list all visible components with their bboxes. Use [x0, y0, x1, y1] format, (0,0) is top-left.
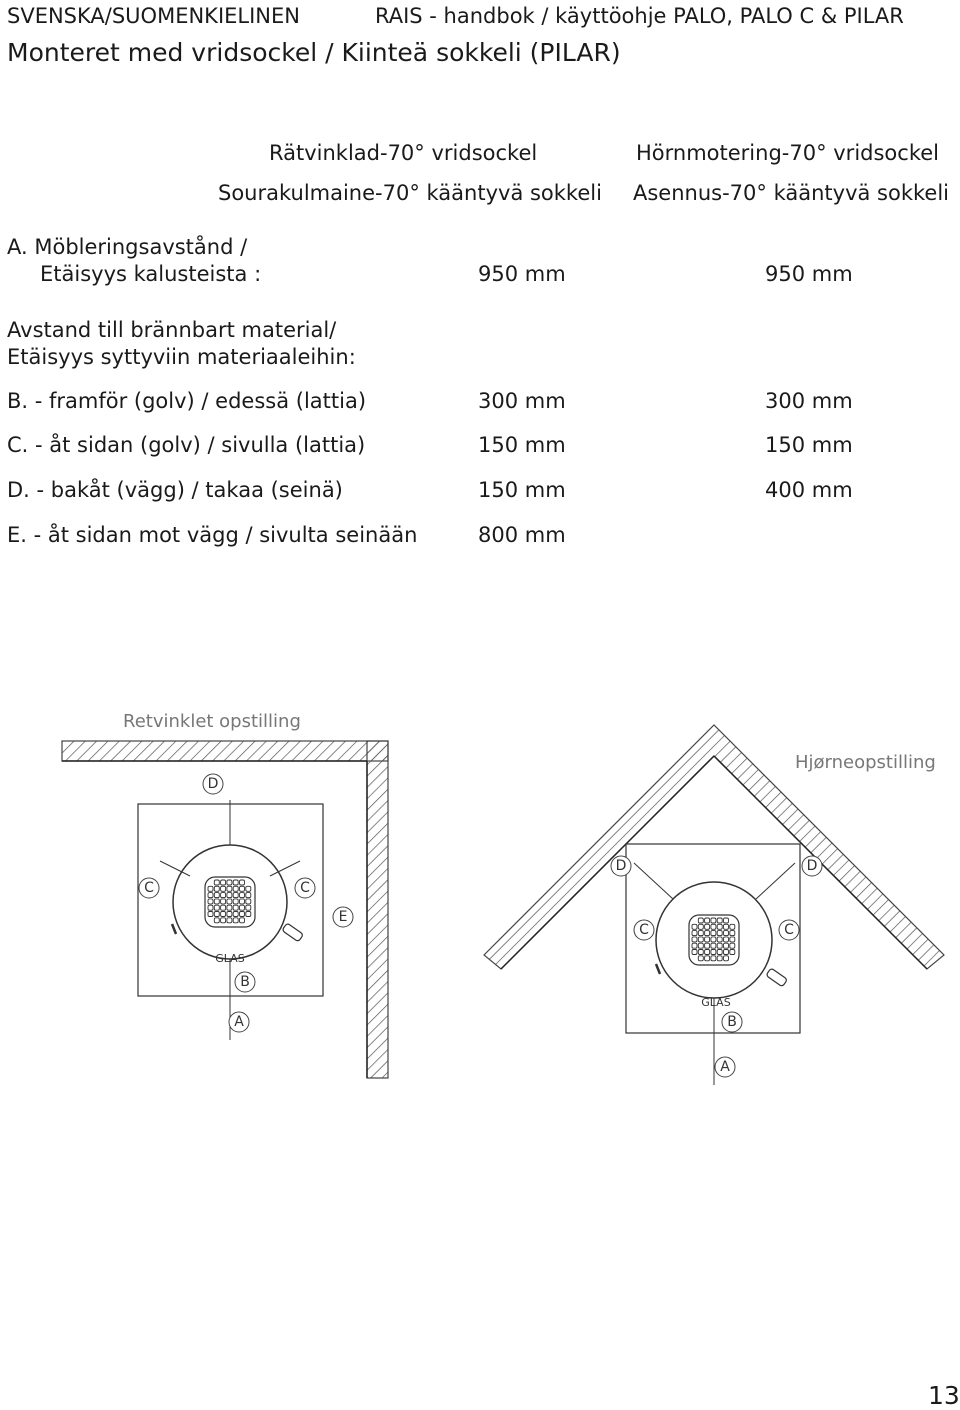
grate-cell [711, 931, 716, 936]
grate-cell [698, 924, 703, 929]
column-right-angle-line1: Rätvinklad-70° vridsockel [269, 141, 538, 165]
grate-cell [221, 899, 226, 904]
grate-cell [208, 912, 213, 917]
grate-cell [730, 924, 735, 929]
grate-cell [214, 886, 219, 891]
grate-cell [233, 880, 238, 885]
row-a-value-corner: 950 mm [765, 262, 853, 286]
grate-cell [692, 943, 697, 948]
left-label-c1: C [144, 880, 154, 896]
grate-cell [233, 893, 238, 898]
grate-cell [692, 931, 697, 936]
grate-cell [240, 899, 245, 904]
right-diagram-title: Hjørneopstilling [795, 752, 936, 773]
grate-cell [724, 924, 729, 929]
grate-cell [221, 918, 226, 923]
grate-cell [227, 912, 232, 917]
grate-cell [240, 905, 245, 910]
grate-cell [692, 937, 697, 942]
right-label-c2: C [784, 922, 794, 938]
grate-cell [214, 912, 219, 917]
row-e-value-right-angle: 800 mm [478, 523, 566, 547]
grate-cell [227, 880, 232, 885]
grate-cell [221, 880, 226, 885]
grate-cell [221, 905, 226, 910]
grate-cell [724, 956, 729, 961]
row-d-value-corner: 400 mm [765, 478, 853, 502]
grate-cell [730, 931, 735, 936]
right-stove [626, 844, 800, 1085]
grate-cell [692, 924, 697, 929]
row-a-label-2: Etäisyys kalusteista : [40, 262, 262, 286]
row-a-value-right-angle: 950 mm [478, 262, 566, 286]
column-corner-line2: Asennus-70° kääntyvä sokkeli [633, 181, 949, 205]
grate-cell [698, 943, 703, 948]
combustible-heading-2: Etäisyys syttyviin materiaaleihin: [7, 345, 356, 369]
grate-cell [724, 918, 729, 923]
grate-cell [208, 893, 213, 898]
right-labels [611, 856, 822, 1077]
grate-cell [214, 880, 219, 885]
installation-diagram [0, 680, 960, 1100]
left-label-e: E [338, 909, 348, 925]
grate-cell [221, 893, 226, 898]
grate-cell [246, 905, 251, 910]
grate-cell [208, 905, 213, 910]
grate-cell [233, 899, 238, 904]
row-c-value-corner: 150 mm [765, 433, 853, 457]
grate-cell [717, 956, 722, 961]
grate-cell [240, 886, 245, 891]
grate-cell [717, 924, 722, 929]
grate-cell [227, 918, 232, 923]
grate-cell [711, 924, 716, 929]
grate-cell [208, 899, 213, 904]
grate-cell [717, 937, 722, 942]
grate-cell [724, 950, 729, 955]
grate-cell [711, 943, 716, 948]
left-grate-icon [205, 877, 255, 927]
left-label-b: B [240, 974, 250, 990]
grate-cell [717, 931, 722, 936]
grate-cell [240, 880, 245, 885]
row-b-value-right-angle: 300 mm [478, 389, 566, 413]
grate-cell [705, 918, 710, 923]
grate-cell [227, 893, 232, 898]
row-b-value-corner: 300 mm [765, 389, 853, 413]
grate-cell [246, 886, 251, 891]
row-e-label: E. - åt sidan mot vägg / sivulta seinään [7, 523, 418, 547]
grate-cell [717, 943, 722, 948]
grate-cell [227, 899, 232, 904]
grate-cell [711, 937, 716, 942]
row-a-label-1: A. Möbleringsavstånd / [7, 235, 248, 259]
grate-cell [246, 899, 251, 904]
grate-cell [214, 905, 219, 910]
grate-cell [717, 950, 722, 955]
grate-cell [233, 918, 238, 923]
grate-cell [233, 912, 238, 917]
row-c-label: C. - åt sidan (golv) / sivulla (lattia) [7, 433, 366, 457]
grate-cell [240, 893, 245, 898]
column-right-angle-line2: Sourakulmaine-70° kääntyvä sokkeli [218, 181, 602, 205]
grate-cell [730, 937, 735, 942]
grate-cell [705, 937, 710, 942]
grate-cell [711, 950, 716, 955]
grate-cell [240, 912, 245, 917]
right-label-glas: GLAS [701, 996, 731, 1009]
page-title: Monteret med vridsockel / Kiinteä sokkeli (PILAR) [7, 38, 621, 67]
grate-cell [246, 893, 251, 898]
left-label-d: D [207, 776, 219, 792]
column-corner-line1: Hörnmotering-70° vridsockel [636, 141, 939, 165]
grate-cell [221, 912, 226, 917]
left-label-a: A [234, 1014, 244, 1030]
right-label-d2: D [806, 858, 818, 874]
grate-cell [240, 918, 245, 923]
grate-cell [214, 899, 219, 904]
grate-cell [730, 950, 735, 955]
left-label-glas: GLAS [215, 952, 245, 965]
right-label-c1: C [639, 922, 649, 938]
grate-cell [705, 956, 710, 961]
grate-cell [698, 937, 703, 942]
grate-cell [227, 905, 232, 910]
row-b-label: B. - framför (golv) / edessä (lattia) [7, 389, 367, 413]
grate-cell [233, 905, 238, 910]
right-label-d1: D [615, 858, 627, 874]
left-label-c2: C [300, 880, 310, 896]
right-label-b: B [727, 1014, 737, 1030]
grate-cell [724, 937, 729, 942]
grate-cell [705, 924, 710, 929]
grate-cell [221, 886, 226, 891]
grate-cell [214, 918, 219, 923]
left-stove [138, 800, 323, 1040]
language-header: SVENSKA/SUOMENKIELINEN [7, 4, 300, 28]
grate-cell [724, 931, 729, 936]
grate-cell [698, 931, 703, 936]
row-d-label: D. - bakåt (vägg) / takaa (seinä) [7, 478, 343, 502]
right-label-a: A [720, 1059, 730, 1075]
right-grate-icon [689, 915, 739, 965]
page-number: 13 [928, 1381, 960, 1410]
grate-cell [698, 918, 703, 923]
grate-cell [717, 918, 722, 923]
grate-cell [730, 943, 735, 948]
combustible-heading-1: Avstand till brännbart material/ [7, 318, 337, 342]
row-d-value-right-angle: 150 mm [478, 478, 566, 502]
grate-cell [705, 950, 710, 955]
grate-cell [711, 956, 716, 961]
row-c-value-right-angle: 150 mm [478, 433, 566, 457]
left-diagram-title: Retvinklet opstilling [123, 711, 301, 732]
grate-cell [705, 931, 710, 936]
grate-cell [698, 956, 703, 961]
grate-cell [246, 912, 251, 917]
manual-header: RAIS - handbok / käyttöohje PALO, PALO C & PILAR [375, 4, 904, 28]
grate-cell [705, 943, 710, 948]
grate-cell [711, 918, 716, 923]
grate-cell [208, 886, 213, 891]
grate-cell [214, 893, 219, 898]
grate-cell [698, 950, 703, 955]
grate-cell [233, 886, 238, 891]
grate-cell [724, 943, 729, 948]
grate-cell [692, 950, 697, 955]
grate-cell [227, 886, 232, 891]
